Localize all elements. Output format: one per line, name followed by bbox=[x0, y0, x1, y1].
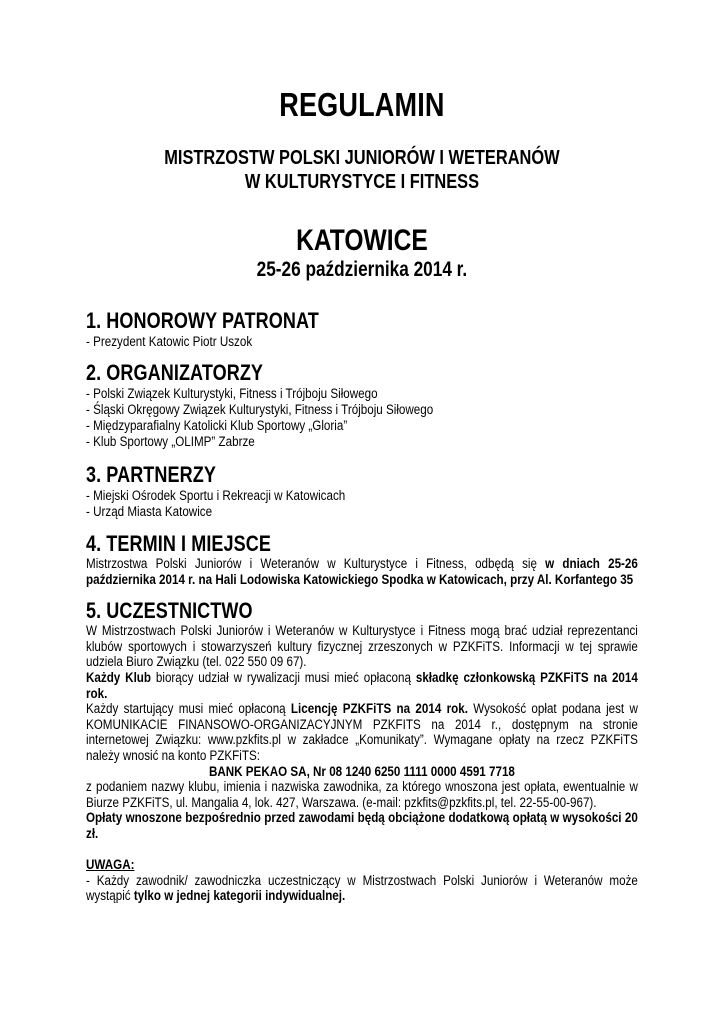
list-item: - Śląski Okręgowy Związek Kulturystyki, Fitness i Trójboju Siłowego bbox=[86, 402, 434, 418]
section-partners bbox=[86, 462, 638, 520]
section-date-and-venue bbox=[86, 531, 638, 588]
venue-paragraph bbox=[86, 557, 638, 588]
section-participation bbox=[86, 598, 638, 905]
venue-text: Mistrzostwa Polski Juniorów i Weteranów w Kulturystyce i Fitness, odbędą się bbox=[86, 556, 546, 572]
section-heading: 3. PARTNERZY bbox=[86, 462, 216, 487]
section-honorary-patronage bbox=[86, 308, 638, 350]
event-city bbox=[86, 224, 638, 258]
license-intro: Każdy startujący musi mieć opłaconą bbox=[86, 701, 291, 718]
warning-text-bold: tylko w jednej kategorii indywidualnej. bbox=[133, 888, 346, 905]
section-organizers bbox=[86, 360, 638, 450]
subtitle-line-2: W KULTURYSTYCE I FITNESS bbox=[244, 171, 480, 193]
patron-list bbox=[86, 334, 638, 350]
fees-info-text: Wysokość opłat podana jest w KOMUNIKACIE FINANSOWO-ORGANIZACYJNYM PZKFITS na 2014 r., dostępnym na stronie internetowej Związku: www.pzkfits.pl w zakładce „Komunikaty”. Wymagane opłaty na rzecz PZKFiTS należy wnosić na konto PZKFiTS: bbox=[86, 701, 638, 764]
license-text: Licencję PZKFiTS na 2014 rok. bbox=[290, 701, 468, 718]
club-label: Każdy Klub bbox=[86, 669, 152, 686]
bank-account: BANK PEKAO SA, Nr 08 1240 6250 1111 0000 4591 7718 bbox=[208, 763, 515, 780]
participation-paragraph-2 bbox=[86, 671, 638, 702]
section-heading: 2. ORGANIZATORZY bbox=[86, 360, 264, 385]
venue-text-bold: w dniach 25-26 października 2014 r. na Hali Lodowiska Katowickiego Spodka w Katowicach, przy Al. Korfantego 35 bbox=[86, 556, 638, 588]
club-text: biorący udział w rywalizacji musi mieć opłaconą bbox=[151, 669, 416, 686]
list-item: - Prezydent Katowic Piotr Uszok bbox=[86, 334, 253, 350]
event-date bbox=[86, 257, 638, 283]
list-item: - Klub Sportowy „OLIMP” Zabrze bbox=[86, 434, 255, 450]
warning-text: - Każdy zawodnik/ zawodniczka uczestniczący w Mistrzostwach Polski Juniorów i Weteranów może wystąpić bbox=[86, 872, 638, 905]
document-title bbox=[86, 86, 638, 124]
participation-paragraph-3 bbox=[86, 702, 638, 764]
partner-list bbox=[86, 488, 638, 520]
section-heading: 1. HONOROWY PATRONAT bbox=[86, 308, 319, 333]
late-fee-notice: Opłaty wnoszone bezpośrednio przed zawodami będą obciążone dodatkową opłatą w wysokości 20 zł. bbox=[86, 810, 638, 842]
membership-fee-text: składkę członkowską PZKFiTS na 2014 rok. bbox=[86, 669, 638, 702]
document-body bbox=[86, 308, 638, 905]
warning-paragraph bbox=[86, 874, 638, 905]
section-heading: 5. UCZESTNICTWO bbox=[86, 598, 253, 624]
title-text: REGULAMIN bbox=[279, 86, 445, 123]
list-item: - Miejski Ośrodek Sportu i Rekreacji w Katowicach bbox=[86, 488, 346, 504]
document-subtitle bbox=[86, 146, 638, 194]
participation-paragraph-4: z podaniem nazwy klubu, imienia i nazwiska zawodnika, za którego wnoszona jest opłata, ewentualnie w Biurze PZKFiTS, ul. Mangalia 4, lok. 427, Warszawa. (e-mail: pzkfits@pzkfits.pl, tel. 22-55-00-967). bbox=[86, 779, 638, 811]
warning-label: UWAGA: bbox=[86, 857, 135, 874]
city-text: KATOWICE bbox=[296, 224, 428, 257]
subtitle-line-1: MISTRZOSTW POLSKI JUNIORÓW I WETERANÓW bbox=[164, 147, 560, 169]
list-item: - Międzyparafialny Katolicki Klub Sportowy „Gloria” bbox=[86, 418, 348, 434]
date-text: 25-26 października 2014 r. bbox=[256, 258, 468, 281]
participation-paragraph-1: W Mistrzostwach Polski Juniorów i Weteranów w Kulturystyce i Fitness mogą brać udział reprezentanci klubów sportowych i stowarzyszeń kultury fizycznej zrzeszonych w PZKFiTS. Informacji w tej sprawie udziela Biuro Związku (tel. 022 550 09 67). bbox=[86, 623, 638, 671]
organizer-list bbox=[86, 386, 638, 450]
section-heading: 4. TERMIN I MIEJSCE bbox=[86, 531, 271, 556]
list-item: - Polski Związek Kulturystyki, Fitness i Trójboju Siłowego bbox=[86, 386, 378, 402]
list-item: - Urząd Miasta Katowice bbox=[86, 504, 213, 520]
